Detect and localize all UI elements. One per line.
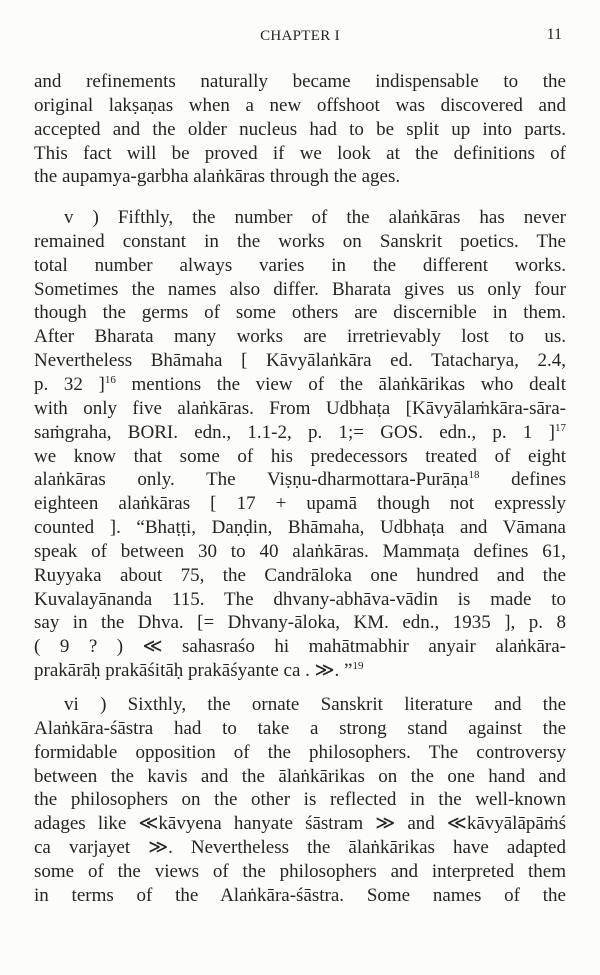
text-span: vi ) Sixthly, the ornate Sanskrit literature and the [64, 694, 566, 715]
text-line [34, 118, 566, 144]
text-span: After Bharata many works are irretrievably lost to us. [34, 326, 566, 348]
text-span: Kuvalayānanda 115. The dhvany-abhāva-vādin is made to [34, 588, 566, 610]
text-line [64, 206, 566, 232]
text-line [34, 325, 566, 351]
text-span: and refinements naturally became indispensable to the [34, 71, 566, 92]
footnote-marker: 17 [555, 421, 566, 434]
text-span: adages like ≪kāvyena hanyate śāstram ≫ and ≪kāvyālāpāṁś [34, 813, 566, 835]
text-span: saṁgraha, BORI. edn., 1.1-2, p. 1;= GOS. edn., p. 1 ] [34, 421, 555, 443]
text-span: total number always varies in the different works. [34, 254, 566, 276]
text-line [34, 373, 566, 399]
text-span: the aupamya-garbha alaṅkāras through the ages. [34, 166, 401, 188]
text-span: original lakṣaṇas when a new offshoot was discovered and [34, 94, 566, 116]
text-span: alaṅkāras only. The Viṣṇu-dharmottara-Purāṇa [34, 469, 469, 491]
text-line [34, 516, 566, 542]
text-span: speak of between 30 to 40 alaṅkāras. Mammaṭa defines 61, [34, 540, 566, 562]
text-span: Nevertheless Bhāmaha [ Kāvyālaṅkāra ed. Tatacharya, 2.4, [34, 350, 566, 372]
text-span: Ruyyaka about 75, the Candrāloka one hundred and the [34, 564, 566, 586]
text-line [64, 693, 566, 719]
text-span: between the kavis and the ālaṅkārikas on the one hand and [34, 765, 566, 787]
text-line [34, 445, 566, 471]
text-span: mentions the view of the ālaṅkārikas who dealt [115, 373, 566, 395]
text-line [34, 142, 566, 168]
text-line [34, 588, 566, 614]
text-span: Alaṅkāra-śāstra had to take a strong stand against the [34, 717, 566, 739]
text-line [34, 860, 566, 886]
text-line [34, 836, 566, 862]
text-line [34, 717, 566, 743]
text-span: This fact will be proved if we look at the definitions of [34, 142, 566, 164]
text-line [34, 659, 566, 685]
text-span: counted ]. “Bhaṭṭi, Daṇḍin, Bhāmaha, Udbhaṭa and Vāmana [34, 517, 566, 539]
text-line [34, 765, 566, 791]
text-span: p. 32 ] [34, 373, 105, 395]
text-line [34, 788, 566, 814]
text-span: say in the Dhva. [= Dhvany-āloka, KM. edn., 1935 ], p. 8 [34, 612, 566, 634]
text-line [34, 230, 566, 256]
text-span: Sometimes the names also differ. Bharata gives us only four [34, 278, 566, 300]
text-span: defines [479, 469, 566, 491]
text-span: ca varjayet ≫. Nevertheless the ālaṅkārikas have adapted [34, 837, 566, 859]
text-line [34, 278, 566, 304]
text-span: accepted and the older nucleus had to be split up into parts. [34, 118, 566, 140]
text-span: with only five alaṅkāras. From Udbhaṭa [Kāvyālaṁkāra-sāra- [34, 397, 566, 419]
text-line [34, 741, 566, 767]
text-span: in terms of the Alaṅkāra-śāstra. Some names of the [34, 884, 566, 906]
text-line [34, 70, 566, 96]
text-span: remained constant in the works on Sanskrit poetics. The [34, 230, 566, 252]
text-span: prakārāḥ prakāśitāḥ prakāśyante ca . ≫. ” [34, 660, 353, 682]
text-span: ( 9 ? ) ≪ sahasraśo hi mahātmabhir anyair alaṅkāra- [34, 636, 566, 658]
chapter-heading: CHAPTER I [260, 28, 340, 44]
text-line [34, 884, 566, 910]
text-span: we know that some of his predecessors treated of eight [34, 445, 566, 467]
text-line [34, 349, 566, 375]
text-line [34, 492, 566, 518]
footnote-marker: 16 [104, 373, 116, 386]
page-number: 11 [546, 26, 562, 43]
footnote-marker: 19 [352, 660, 364, 673]
text-line [34, 468, 566, 494]
text-line [34, 421, 566, 447]
text-line [34, 301, 566, 327]
text-line [34, 611, 566, 637]
text-line [34, 397, 566, 423]
text-line [34, 564, 566, 590]
text-span: the philosophers on the other is reflected in the well-known [34, 789, 566, 811]
footnote-marker: 18 [468, 469, 480, 482]
text-line [34, 94, 566, 120]
text-line [34, 540, 566, 566]
text-span: eighteen alaṅkāras [ 17 + upamā though not expressly [34, 493, 566, 515]
text-line [34, 812, 566, 838]
text-line [34, 165, 566, 191]
text-span: v ) Fifthly, the number of the alaṅkāras has never [64, 207, 566, 228]
text-line [34, 254, 566, 280]
text-line [34, 635, 566, 661]
text-span: though the germs of some others are discernible in them. [34, 302, 566, 324]
text-span: some of the views of the philosophers and interpreted them [34, 860, 566, 882]
text-span: formidable opposition of the philosophers. The controversy [34, 741, 566, 763]
